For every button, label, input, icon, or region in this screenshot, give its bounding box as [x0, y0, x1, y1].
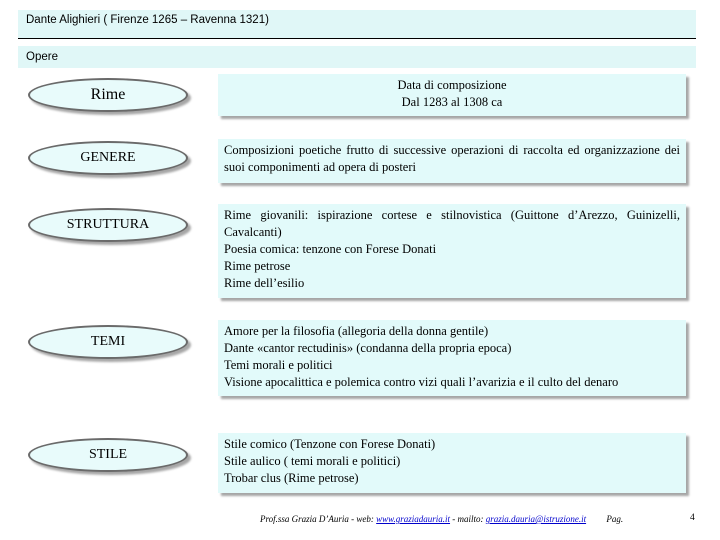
section-bar — [18, 46, 696, 68]
page-number: 4 — [690, 513, 695, 523]
oval-label: STRUTTURA — [66, 217, 150, 232]
box-line: Rime petrose — [224, 259, 291, 273]
footer — [260, 514, 700, 528]
box-line: Poesia comica: tenzone con Forese Donati — [224, 242, 437, 256]
box-line: Stile aulico ( temi morali e politici) — [224, 454, 401, 468]
box-line: Trobar clus (Rime petrose) — [224, 471, 359, 485]
box-line: Composizioni poetiche frutto di successive operazioni di raccolta ed organizzazione dei suoi componimenti ad opera di posteri — [224, 143, 680, 174]
footer-author: Prof.ssa Grazia D’Auria - web: — [260, 514, 377, 524]
oval-rime — [28, 78, 188, 112]
footer-mail-label: - mailto: — [450, 514, 486, 524]
box-struttura — [218, 204, 686, 298]
oval-label: TEMI — [90, 334, 126, 349]
document-title: Dante Alighieri ( Firenze 1265 – Ravenna 1321) — [26, 14, 269, 26]
box-line: Temi morali e politici — [224, 358, 333, 372]
box-line: Dal 1283 al 1308 ca — [401, 95, 503, 109]
email-link[interactable]: grazia.dauria@istruzione.it — [485, 514, 587, 524]
box-temi — [218, 320, 686, 396]
oval-genere — [28, 141, 188, 175]
section-label: Opere — [26, 51, 58, 63]
header-divider — [18, 38, 696, 39]
oval-struttura — [28, 208, 188, 242]
box-line: Stile comico (Tenzone con Forese Donati) — [224, 437, 436, 451]
oval-temi — [28, 325, 188, 359]
box-line: Data di composizione — [397, 78, 507, 92]
box-stile — [218, 433, 686, 493]
oval-label: STILE — [88, 447, 128, 462]
website-link[interactable]: www.graziadauria.it — [376, 514, 451, 524]
box-line: Rime dell’esilio — [224, 276, 305, 290]
box-line: Visione apocalittica e polemica contro vizi quali l’avarizia e il culto del denaro — [224, 375, 619, 389]
box-line: Amore per la filosofia (allegoria della donna gentile) — [224, 324, 489, 338]
box-line: Rime giovanili: ispirazione cortese e stilnovistica (Guittone d’Arezzo, Guinizelli, Cavalcanti) — [224, 208, 680, 239]
box-genere — [218, 139, 686, 183]
oval-stile — [28, 438, 188, 472]
header-bar — [18, 10, 696, 38]
box-composition-date — [218, 74, 686, 116]
box-line: Dante «cantor rectudinis» (condanna della propria epoca) — [224, 341, 512, 355]
oval-label: Rime — [90, 86, 126, 103]
page-label: Pag. — [606, 514, 624, 524]
oval-label: GENERE — [80, 150, 136, 165]
